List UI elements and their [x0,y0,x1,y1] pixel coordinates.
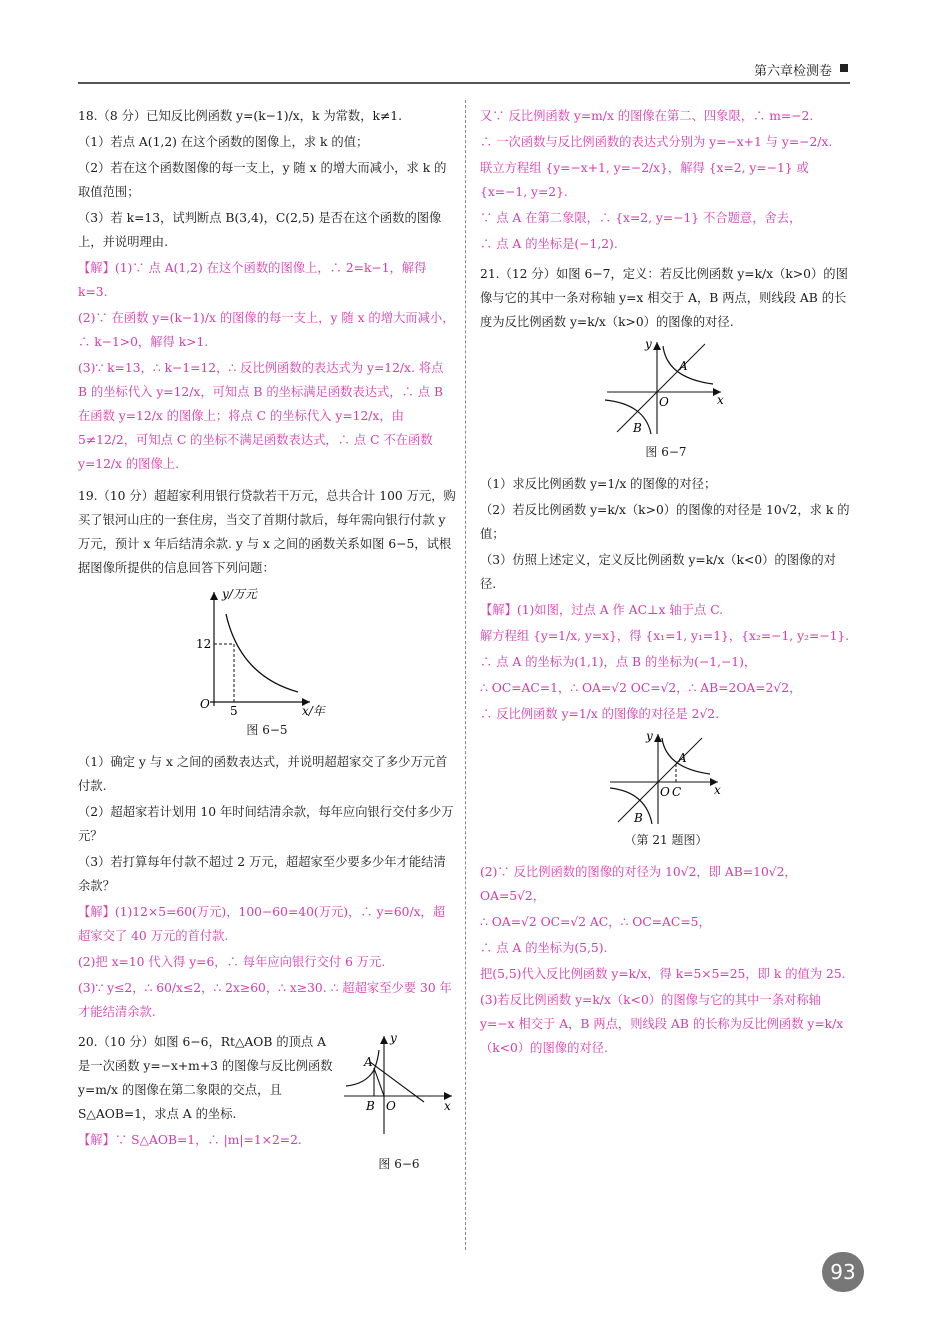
q18-answer1: 【解】(1)∵ 点 A(1,2) 在这个函数的图像上，∴ 2=k−1，解得 k=3. [78,261,427,299]
q18-stem: 18.（8 分）已知反比例函数 y=(k−1)/x，k 为常数，k≠1. [78,109,403,123]
figure-q21 [606,730,726,826]
fig21-label-a: A [678,751,687,765]
q21-answer4: ∴ OC=AC=1，∴ OA=√2 OC=√2，∴ AB=2OA=2√2， [480,681,802,695]
fig66-label-a: A [364,1055,373,1069]
q21-part1: （1）求反比例函数 y=1/x 的图像的对径； [480,477,717,491]
q19-stem: 19.（10 分）超超家利用银行贷款若干万元，总共合计 100 万元，购买了银河山庄的一套住房，当交了首期付款后，每年需向银行付款 y 万元，预计 x 年后结清余款. y 与 x 之间的函数关系如图 6−5，试根据图像所提供的信息回答下列问题： [78,489,456,575]
q21-answer2: 解方程组 {y=1/x, y=x}，得 {x₁=1, y₁=1}，{x₂=−1, y₂=−1}. [480,629,850,643]
fig67-label-a: A [679,359,688,373]
q19-part2: （2）超超家若计划用 10 年时间结清余款，每年应向银行交付多少万元？ [78,805,454,843]
q20-answer1: 【解】∵ S△AOB=1，∴ |m|=1×2=2. [78,1133,302,1147]
right-column [480,104,852,1062]
q20-answer4: 联立方程组 {y=−x+1, y=−2/x}，解得 {x=2, y=−1} 或 {x=−1, y=2}. [480,161,809,199]
fig66-caption: 图 6−6 [378,1157,420,1171]
q19-answer3: (3)∵ y≤2，∴ 60/x≤2，∴ 2x≥60，∴ x≥30. ∴ 超超家至少要 30 年才能结清余款. [78,981,452,1019]
fig67-label-b: B [633,421,642,435]
q21-answer3: ∴ 点 A 的坐标为(1,1)，点 B 的坐标为(−1,−1)， [480,655,757,669]
q18-part2: （2）若在这个函数图像的每一支上，y 随 x 的增大而减小，求 k 的取值范围； [78,161,447,199]
q21-answer7: ∴ OA=√2 OC=√2 AC，∴ OC=AC=5， [480,915,711,929]
q20-answer2: 又∵ 反比例函数 y=m/x 的图像在第二、四象限，∴ m=−2. [480,109,814,123]
q21-answer1: 【解】(1)如图，过点 A 作 AC⊥x 轴于点 C. [480,603,724,617]
q21-answer6: (2)∵ 反比例函数的图像的对径为 10√2，即 AB=10√2，OA=5√2， [480,865,797,903]
q20-stem: 20.（10 分）如图 6−6，Rt△AOB 的顶点 A 是一次函数 y=−x+m+3 的图像与反比例函数 y=m/x 的图像在第二象限的交点，且 S△AOB=1，求点 A 的坐标. [78,1035,333,1121]
fig21-label-b: B [634,811,643,825]
fig65-ytick: 12 [196,637,212,651]
q19-part1: （1）确定 y 与 x 之间的函数表达式，并说明超超家交了多少万元首付款. [78,755,448,793]
header-title: 第六章检测卷 [753,64,832,79]
q21-part3: （3）仿照上述定义，定义反比例函数 y=k/x（k<0）的图像的对径. [480,553,836,591]
figure-6-6 [340,1030,458,1184]
page-number: 93 [822,1252,864,1292]
fig21-label-c: C [672,785,682,799]
fig21-label-o: O [660,785,670,799]
page-header [78,58,850,82]
q20-answer6: ∴ 点 A 的坐标是(−1,2). [480,237,618,251]
fig65-ylabel: y/万元 [222,587,257,601]
q18-part1: （1）若点 A(1,2) 在这个函数的图像上，求 k 的值； [78,135,369,149]
fig21-label-y: y [646,730,653,743]
fig66-label-x: x [444,1099,451,1113]
q21-answer9: 把(5,5)代入反比例函数 y=k/x，得 k=5×5=25，即 k 的值为 25. [480,967,846,981]
figure-6-7 [601,338,731,438]
fig67-label-o: O [659,395,669,409]
q20-block [78,1030,456,1171]
q18-part3: （3）若 k=13，试判断点 B(3,4)，C(2,5) 是否在这个函数的图像上，并说明理由. [78,211,442,249]
fig65-caption: 图 6−5 [246,723,288,737]
fig66-label-b: B [366,1099,375,1113]
q21-part2: （2）若反比例函数 y=k/x（k>0）的图像的对径是 10√2，求 k 的值； [480,503,850,541]
header-square-icon [840,64,848,72]
header-rule [78,82,850,84]
figure-6-5 [192,584,342,716]
q18-answer2: (2)∵ 在函数 y=(k−1)/x 的图像的每一支上，y 随 x 的增大而减小，∴ k−1>0，解得 k>1. [78,311,455,349]
q21-answer5: ∴ 反比例函数 y=1/x 的图像的对径是 2√2. [480,707,720,721]
fig66-label-y: y [390,1031,397,1045]
fig21-caption: （第 21 题图） [624,833,708,847]
q19-part3: （3）若打算每年付款不超过 2 万元，超超家至少要多少年才能结清余款？ [78,855,446,893]
fig67-caption: 图 6−7 [645,445,687,459]
fig65-origin: O [200,697,210,711]
q20-answer5: ∵ 点 A 在第二象限，∴ {x=2, y=−1} 不合题意，舍去， [480,211,802,225]
column-divider [465,100,466,1250]
left-column [78,104,456,1171]
q19-answer1: 【解】(1)12×5=60(万元)，100−60=40(万元)，∴ y=60/x，超超家交了 40 万元的首付款. [78,905,446,943]
q19-answer2: (2)把 x=10 代入得 y=6，∴ 每年应向银行交付 6 万元. [78,955,386,969]
fig65-xtick: 5 [230,704,238,716]
fig67-label-y: y [645,338,652,351]
q21-answer8: ∴ 点 A 的坐标为(5,5). [480,941,608,955]
fig65-xlabel: x/年 [302,704,325,716]
fig66-label-o: O [386,1099,396,1113]
q18-answer3: (3)∵ k=13，∴ k−1=12，∴ 反比例函数的表达式为 y=12/x. 将点 B 的坐标代入 y=12/x，可知点 B 的坐标满足函数表达式，∴ 点 B 在函数 y=12/x 的图像上；将点 C 的坐标代入 y=12/x，由 5≠12/2，可知点 C 的坐标不满足函数表达式，∴ 点 C 不在函数 y=12/x 的图像上. [78,361,444,471]
fig21-label-x: x [714,783,721,797]
q20-answer3: ∴ 一次函数与反比例函数的表达式分别为 y=−x+1 与 y=−2/x. [480,135,833,149]
q21-stem: 21.（12 分）如图 6−7，定义：若反比例函数 y=k/x（k>0）的图像与它的其中一条对称轴 y=x 相交于 A，B 两点，则线段 AB 的长度为反比例函数 y=k/x（k>0）的图像的对径. [480,267,848,329]
q21-answer10: (3)若反比例函数 y=k/x（k<0）的图像与它的其中一条对称轴 y=−x 相交于 A，B 两点，则线段 AB 的长称为反比例函数 y=k/x（k<0）的图像的对径. [480,993,844,1055]
fig67-label-x: x [717,393,724,407]
